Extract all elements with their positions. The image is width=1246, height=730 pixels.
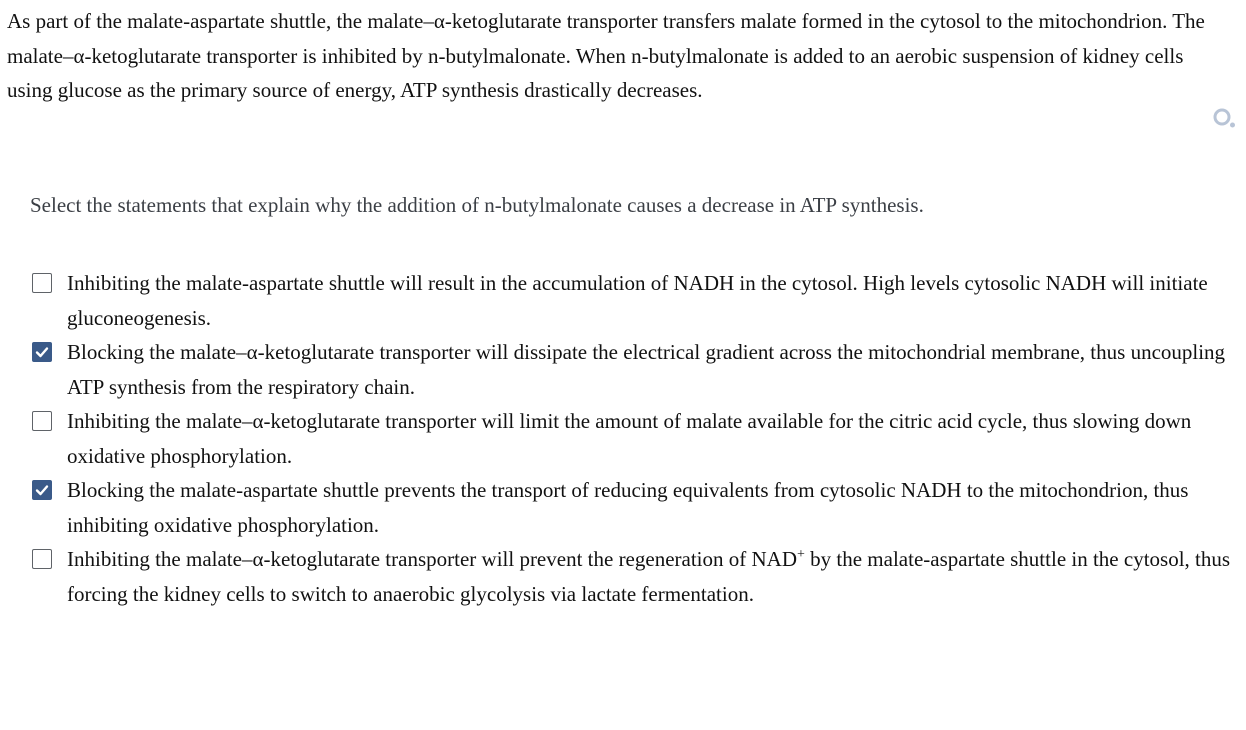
- option-1[interactable]: [32, 266, 1232, 335]
- checkbox-option-5[interactable]: [32, 549, 52, 569]
- option-5-text: [67, 542, 1232, 611]
- question-prompt: Select the statements that explain why the addition of n-butylmalonate causes a decrease in ATP synthesis.: [30, 193, 924, 217]
- option-1-text: Inhibiting the malate-aspartate shuttle will result in the accumulation of NADH in the cytosol. High levels cytosolic NADH will initiate gluconeogenesis.: [67, 271, 1208, 330]
- option-2-text: Blocking the malate–α-ketoglutarate transporter will dissipate the electrical gradient across the mitochondrial membrane, thus uncoupling ATP synthesis from the respiratory chain.: [67, 340, 1226, 399]
- checkbox-option-2[interactable]: [32, 342, 52, 362]
- option-3-text: Inhibiting the malate–α-ketoglutarate transporter will limit the amount of malate available for the citric acid cycle, thus slowing down oxidative phosphorylation.: [67, 409, 1192, 468]
- option-4[interactable]: [32, 473, 1232, 542]
- magnifier-icon[interactable]: [1212, 106, 1238, 130]
- checkbox-option-4[interactable]: [32, 480, 52, 500]
- nad-plus-superscript: +: [797, 547, 805, 562]
- option-2[interactable]: [32, 335, 1232, 404]
- checkbox-option-3[interactable]: [32, 411, 52, 431]
- option-5-text-before: Inhibiting the malate–α-ketoglutarate transporter will prevent the regeneration of NAD: [67, 547, 797, 571]
- intro-paragraph: As part of the malate-aspartate shuttle, the malate–α-ketoglutarate transporter transfers malate formed in the cytosol to the mitochondrion. The malate–α-ketoglutarate transporter is inhibited by n-butylmalonate. When n-butylmalonate is added to an aerobic suspension of kidney cells using glucose as the primary source of energy, ATP synthesis drastically decreases.: [7, 9, 1205, 102]
- answer-options: [32, 266, 1232, 611]
- checkmark-icon: [34, 344, 50, 360]
- option-4-text: Blocking the malate-aspartate shuttle prevents the transport of reducing equivalents from cytosolic NADH to the mitochondrion, thus inhibiting oxidative phosphorylation.: [67, 478, 1189, 537]
- option-5[interactable]: [32, 542, 1232, 611]
- option-5-text-after: by the malate-aspartate shuttle in the cytosol, thus forcing the kidney cells to switch to anaerobic glycolysis via lactate fermentation.: [67, 547, 1231, 606]
- checkmark-icon: [34, 482, 50, 498]
- checkbox-option-1[interactable]: [32, 273, 52, 293]
- option-3[interactable]: [32, 404, 1232, 473]
